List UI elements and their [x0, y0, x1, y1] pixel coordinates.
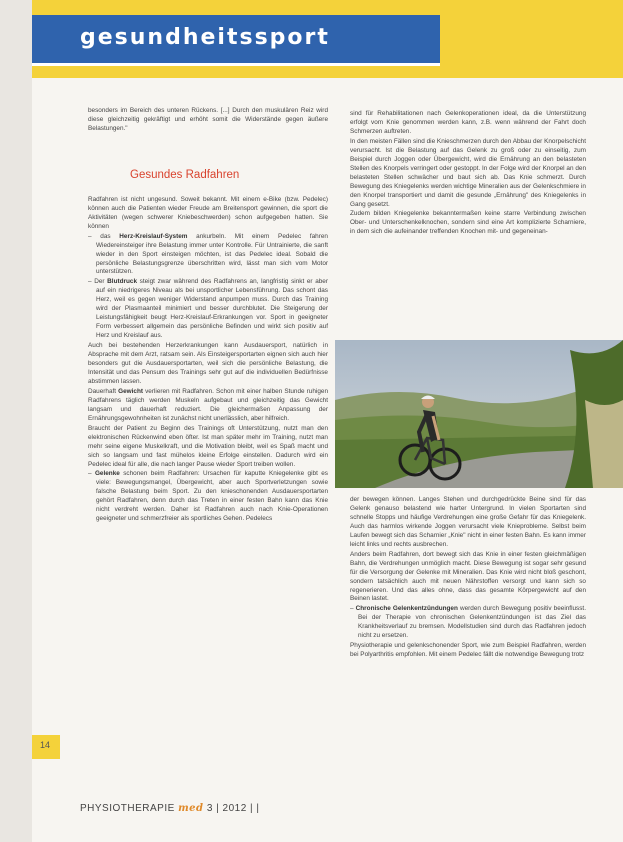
- paragraph: der bewegen können. Langes Stehen und durchgedrückte Beine sind für das Gelenk genauso belastend wie harter Untergrund. In vielen Sportarten sind schnelle Stopps und häufige Verdrehungen eine große Gefahr für das Kniegelenk. Auch das harmlos wirkende Joggen verursacht viele Knieprobleme. Selbst beim Laufen bewegt sich das Scharnier „Knie" nicht in einer festen Bahn. Es kann immer leicht links und rechts ausbrechen.: [350, 496, 586, 548]
- paragraph: sind für Rehabilitationen nach Gelenkoperationen ideal, da die Unterstützung erfolgt vom Knie genommen werden kann, z.B. wenn während der Fahrt doch Schmerzen auftreten.: [350, 110, 586, 135]
- page-number: 14: [40, 740, 51, 750]
- paragraph: Braucht der Patient zu Beginn des Trainings oft Unterstützung, nutzt man den elektronischen Rückenwind eben öfter. Ist man später mehr im Training, nutzt man mehr seine eigene Muskelkraft, und die Motivation bleibt, weil es Spaß macht und sich so langsam und fast mühelos kleine Erfolge einstellen. Dadurch wird ein Pedelec ideal für alle, die nach langer Pause wieder Sport treiben wollen.: [88, 424, 328, 468]
- text-column-right-top: [350, 110, 586, 238]
- paragraph-text: verlieren mit Radfahren. Schon mit einer halben Stunde ruhigen Radfahrens täglich werden Muskeln aufgebaut und gleichzeitig das Gewicht langsam und dauerhaft reduziert. Die gleichermaßen Anpassung der Ernährungsgewohnheiten ist zunächst nicht unerlässlich, aber hilfreich.: [88, 387, 328, 422]
- list-item: – Gelenke schonen beim Radfahren: Ursachen für kaputte Kniegelenke gibt es viele: Bewegungsmangel, Übergewicht, aber auch Sportverletzungen sowie falsche Belastung beim Sport. Zu den knieschonenden Ausdauersportarten gehört Radfahren, denn durch das Treten in einer festen Bahn kann das Knie nicht verdreht werden. Daher ist Radfahren auch nach Knie-Operationen geeigneter und schmerzfreier als sportliches Gehen. Pedelecs: [88, 470, 328, 523]
- paragraph: Physiotherapie und gelenkschonender Sport, wie zum Beispiel Radfahren, werden bei Polyarthritis empfohlen. Mit einem Pedelec fällt die notwendige Bewegung trotz: [350, 642, 586, 659]
- list-text: werden durch Bewegung positiv beeinflusst. Bei der Therapie von chronischen Gelenkentzündungen ist das Ziel das Krankheitsverlauf zu bremsen. Modellstudien sind durch das Radfahren jedoch nicht zu ersetzen.: [358, 605, 586, 640]
- magazine-page: [32, 0, 623, 842]
- cyclist-photo: [335, 340, 623, 488]
- journal-suffix: med: [178, 803, 204, 814]
- paragraph: Auch bei bestehenden Herzerkrankungen kann Ausdauersport, natürlich in Absprache mit dem Arzt, ratsam sein. Als Einsteigersportarten eignen sich auch hier besonders gut die Ausdauersportarten, weil sich die persönliche Belastung, die Intensität und das Pensum des Trainings sehr gut auf die individuellen Bedürfnisse abstimmen lassen.: [88, 342, 328, 385]
- paragraph-text: Dauerhaft: [88, 387, 119, 395]
- list-item: – das Herz-Kreislauf-System ankurbeln. Mit einem Pedelec fahren Wiedereinsteiger ihre Belastung immer unter Kontrolle. Für Untrainierte, die sanft wieder in den Sport einsteigen möchten, ist das Pedelec ideal. Sobald die persönliche Belastungsgrenze überschritten wird, lässt man sich vom Motor unterstützen.: [88, 232, 328, 276]
- paragraph-keyword: Gewicht: [118, 387, 144, 395]
- text-column-right-bottom: [350, 496, 586, 661]
- issue-number: 3 | 2012 | |: [206, 803, 260, 814]
- list-keyword: Blutdruck: [107, 278, 137, 286]
- list-text: Der: [94, 278, 108, 286]
- list-item: – Chronische Gelenkentzündungen werden durch Bewegung positiv beeinflusst. Bei der Therapie von chronischen Gelenkentzündungen ist das Ziel das Krankheitsverlauf zu bremsen. Modellstudien sind durch das Radfahren jedoch nicht zu ersetzen.: [350, 605, 586, 640]
- list-text: das: [100, 232, 120, 240]
- page-number-tab: [32, 735, 60, 759]
- list-keyword: Herz-Kreislauf-System: [119, 232, 188, 240]
- paragraph: Zudem bilden Kniegelenke bekanntermaßen keine starre Verbindung zwischen Ober- und Unterschenkelknochen, sondern sind eine Art komplizierte Scharniere, in dem sich die aufeinander treffenden Knochen mit- und gegeneinan-: [350, 210, 586, 236]
- article-heading: Gesundes Radfahren: [130, 168, 240, 181]
- paragraph: Radfahren ist nicht ungesund. Soweit bekannt. Mit einem e-Bike (bzw. Pedelec) können auch die Patienten wieder Freude am Breitensport gewinnen, die sport die Aktivitäten (wegen schwerer Kniebeschwerden) schon aufgegeben hatten. Sie können: [88, 195, 328, 230]
- paragraph: [88, 388, 328, 424]
- list-text: schonen beim Radfahren: Ursachen für kaputte Kniegelenke gibt es viele: Bewegungsmangel, Übergewicht, aber auch Sportverletzungen sowie falsche Belastung beim Sport. Zu den knieschonenden Ausdauersportarten gehört Radfahren, denn durch das Treten in einer festen Bahn kann das Knie nicht verdreht werden. Daher ist Radfahren auch nach Knie-Operationen geeigneter und schmerzfreier als sportliches Gehen. Pedelecs: [96, 470, 328, 523]
- paragraph: In den meisten Fällen sind die Knieschmerzen durch den Abbau der Knorpelschicht verursacht. Ist die Belastung auf das Gelenk zu groß oder zu einseitig, zum Beispiel durch Joggen oder Übergewicht, wird die Ernährung an den belasteten Stellen des Knorpels verringert oder gestoppt. In der Folge wird der Knorpel an den belasteten Stellen schwächer und baut sich ab. Das Knie schmerzt. Durch Bewegung des Kniegelenks werden wichtige Mineralien aus der Gelenkschmiere in den Knorpel transportiert und damit die gesunde „Ernährung" des Kniegelenks in Gang gesetzt.: [350, 137, 586, 208]
- list-keyword: Gelenke: [94, 470, 120, 478]
- footer: [80, 803, 260, 814]
- list-keyword: Chronische Gelenkentzündungen: [355, 605, 458, 613]
- text-column-left: [88, 107, 328, 525]
- list-text: ankurbeln. Mit einem Pedelec fahren Wiedereinsteiger ihre Belastung immer unter Kontrolle. Für Untrainierte, die sanft wieder in den Sport einsteigen möchten, ist das Pedelec ideal. Sobald die persönliche Belastungsgrenze überschritten wird, lässt man sich vom Motor unterstützen.: [96, 232, 328, 276]
- journal-name: PHYSIOTHERAPIE: [80, 803, 175, 814]
- intro-paragraph: besonders im Bereich des unteren Rückens. [...] Durch den muskulären Reiz wird diese gleichzeitig gekräftigt und erhöht somit die Widerstände gegen äußere Belastungen.": [88, 107, 328, 132]
- list-text: steigt zwar während des Radfahrens an, langfristig sinkt er aber auf ein niedrigeres Niveau als bei unsportlicher Lebensführung. Das schont das Herz, weil es gegen weniger Widerstand anpumpen muss. Durch das Training wird der Plasmaanteil minimiert und besser durchblutet. Die Steigerung der Leistungsfähigkeit beugt Herz-Kreislauf-Erkrankungen vor. Sport in geeigneter Form verbessert allgemein das persönliche Befinden und wirkt sich positiv auf Herz und Kreislauf aus.: [96, 278, 328, 340]
- paragraph: Anders beim Radfahren, dort bewegt sich das Knie in einer festen gleichmäßigen Bahn, die Verdrehungen unmöglich macht. Diese Bewegung ist sogar sehr gesund für die Versorgung der Gelenke mit Mineralien. Das Knie wird nicht bloß geschont, sondern tatsächlich auch mit neuen Nährstoffen versorgt und kann sich so regenerieren. Und das alles ohne, dass das gesamte Körpergewicht auf den Beinen lastet.: [350, 550, 586, 603]
- cyclist-illustration: [335, 340, 623, 488]
- section-title: gesundheitssport: [80, 25, 330, 50]
- list-item: – Der Blutdruck steigt zwar während des Radfahrens an, langfristig sinkt er aber auf ein niedrigeres Niveau als bei unsportlicher Lebensführung. Das schont das Herz, weil es gegen weniger Widerstand anpumpen muss. Durch das Training wird der Plasmaanteil minimiert und besser durchblutet. Die Steigerung der Leistungsfähigkeit beugt Herz-Kreislauf-Erkrankungen vor. Sport in geeigneter Form verbessert allgemein das persönliche Befinden und wirkt sich positiv auf Herz und Kreislauf aus.: [88, 278, 328, 340]
